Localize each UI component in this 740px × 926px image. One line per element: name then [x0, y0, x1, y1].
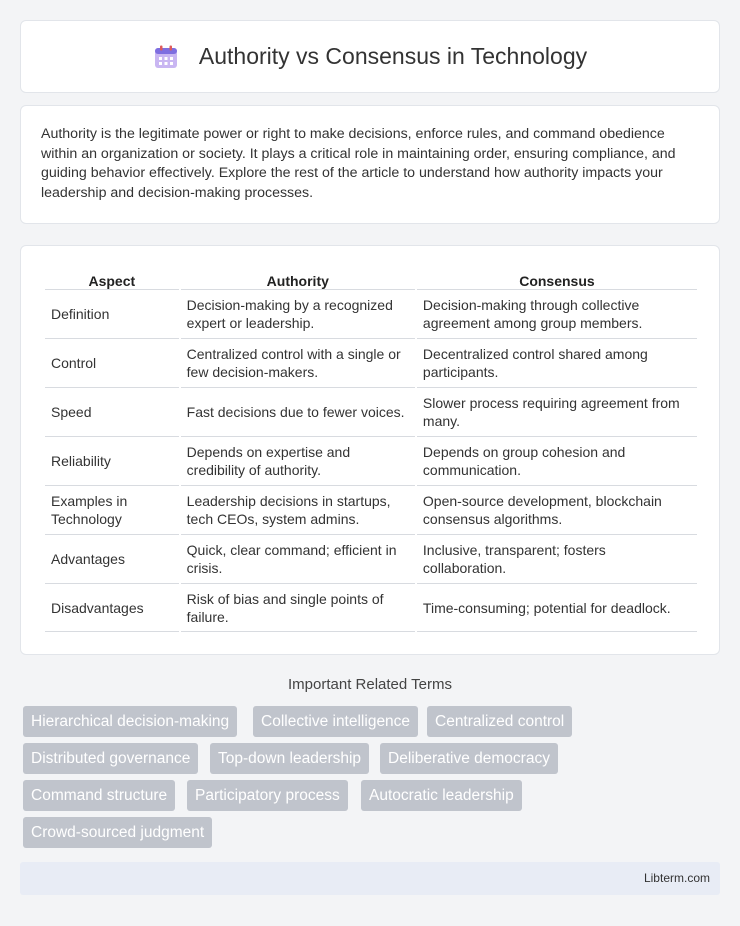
table-row — [45, 338, 697, 387]
table-row — [45, 436, 697, 485]
header-aspect: Aspect — [88, 273, 136, 289]
related-term-tag[interactable]: Distributed governance — [23, 743, 198, 774]
cell-consensus: Inclusive, transparent; fosters collaboration. — [417, 534, 697, 583]
cell-aspect: Advantages — [45, 534, 179, 583]
cell-aspect: Reliability — [45, 436, 179, 485]
cell-authority: Quick, clear command; efficient in crisis. — [181, 534, 415, 583]
table-row — [45, 289, 697, 338]
related-term-tag[interactable]: Centralized control — [427, 706, 572, 737]
related-terms-title: Important Related Terms — [288, 676, 452, 693]
cell-consensus: Time-consuming; potential for deadlock. — [417, 583, 697, 632]
related-term-tag[interactable]: Participatory process — [187, 780, 348, 811]
cell-consensus: Decentralized control shared among participants. — [417, 338, 697, 387]
cell-aspect: Definition — [45, 289, 179, 338]
header-consensus: Consensus — [519, 273, 595, 289]
header-card — [20, 20, 720, 93]
related-term-tag[interactable]: Command structure — [23, 780, 175, 811]
related-term-tag[interactable]: Hierarchical decision-making — [23, 706, 237, 737]
cell-aspect: Examples in Technology — [45, 485, 179, 534]
related-term-tag[interactable]: Deliberative democracy — [380, 743, 558, 774]
cell-authority: Centralized control with a single or few decision-makers. — [181, 338, 415, 387]
cell-aspect: Control — [45, 338, 179, 387]
cell-aspect: Speed — [45, 387, 179, 436]
header-authority: Authority — [266, 273, 329, 289]
cell-consensus: Slower process requiring agreement from many. — [417, 387, 697, 436]
related-term-tag[interactable]: Autocratic leadership — [361, 780, 522, 811]
related-term-tag[interactable]: Crowd-sourced judgment — [23, 817, 212, 848]
related-term-tag[interactable]: Top-down leadership — [210, 743, 369, 774]
cell-authority: Decision-making by a recognized expert or leadership. — [181, 289, 415, 338]
table-row — [45, 485, 697, 534]
table-row — [45, 534, 697, 583]
table-row — [45, 583, 697, 632]
table-row — [45, 387, 697, 436]
cell-authority: Risk of bias and single points of failure. — [181, 583, 415, 632]
footer — [20, 862, 720, 895]
cell-aspect: Disadvantages — [45, 583, 179, 632]
table-header-row — [45, 268, 697, 289]
comparison-table-card — [20, 245, 720, 655]
cell-consensus: Decision-making through collective agreement among group members. — [417, 289, 697, 338]
cell-consensus: Open-source development, blockchain consensus algorithms. — [417, 485, 697, 534]
intro-card — [20, 105, 720, 224]
intro-text: Authority is the legitimate power or right to make decisions, enforce rules, and command obedience within an organization or society. It plays a critical role in maintaining order, ensuring compliance, and guiding behavior effectively. Explore the rest of the article to understand how authority impacts your leadership and decision-making processes. — [41, 126, 676, 201]
footer-site-link[interactable]: Libterm.com — [643, 871, 710, 885]
comparison-table — [43, 268, 699, 632]
calendar-icon — [153, 44, 179, 70]
cell-authority: Leadership decisions in startups, tech CEOs, system admins. — [181, 485, 415, 534]
related-term-tag[interactable]: Collective intelligence — [253, 706, 418, 737]
page-title: Authority vs Consensus in Technology — [198, 43, 588, 69]
cell-consensus: Depends on group cohesion and communication. — [417, 436, 697, 485]
cell-authority: Depends on expertise and credibility of authority. — [181, 436, 415, 485]
cell-authority: Fast decisions due to fewer voices. — [181, 387, 415, 436]
